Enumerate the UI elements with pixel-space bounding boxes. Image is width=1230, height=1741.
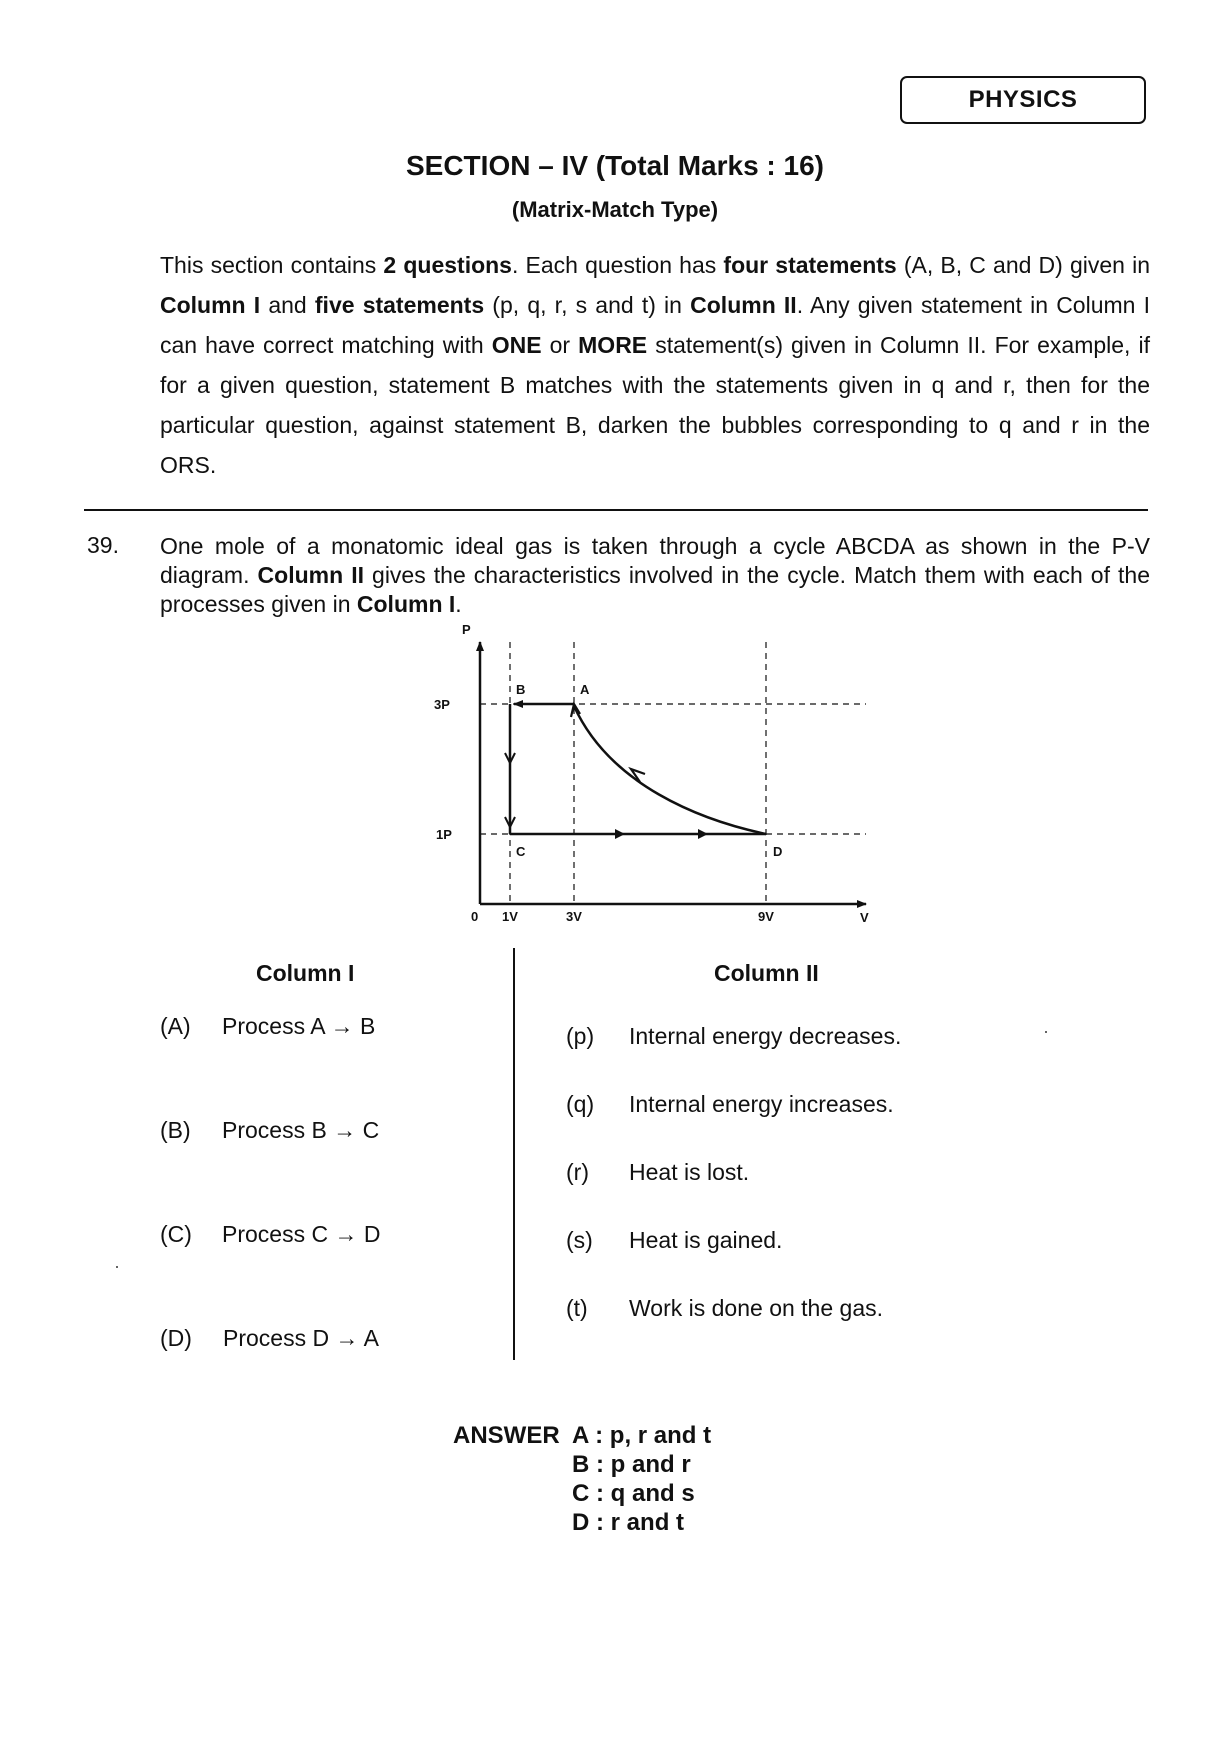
section-subtitle: (Matrix-Match Type) (511, 197, 719, 222)
column2-item-label: (r) (566, 1159, 589, 1185)
column1-item-label: (C) (160, 1221, 192, 1247)
column1-item (160, 1325, 379, 1352)
point-d-label: D (773, 844, 783, 859)
point-b-label: B (516, 682, 526, 697)
subject-label: PHYSICS (968, 86, 1078, 113)
column2-item-text: Internal energy increases. (629, 1091, 894, 1117)
scan-speck (1045, 1031, 1047, 1033)
answer-line (572, 1480, 695, 1508)
column1-item (160, 1013, 376, 1040)
column1-heading: Column I (256, 960, 355, 986)
answer-value: p, r and t (609, 1422, 712, 1449)
column1-item (160, 1221, 381, 1248)
column1-item-text: Process D → A (223, 1325, 379, 1351)
column-divider (513, 948, 515, 1360)
tick-9v: 9V (758, 909, 774, 924)
p-axis-label: P (462, 622, 471, 637)
tick-3p: 3P (434, 697, 450, 712)
v-axis-label: V (860, 910, 869, 925)
column1-item-text: Process A → B (222, 1013, 376, 1039)
column1-item-label: (B) (160, 1117, 191, 1143)
tick-1p: 1P (436, 827, 452, 842)
column2-item-label: (t) (566, 1295, 588, 1321)
column2-item-text: Internal energy decreases. (629, 1023, 902, 1049)
answer-prefix: ANSWER (453, 1422, 560, 1449)
subject-box (900, 76, 1146, 124)
section-instructions: This section contains 2 questions. Each question has four statements (A, B, C and D) given in Column I and five statements (p, q, r, s and t) in Column II. Any given statement in Column I can have correct matching with ONE or MORE statement(s) given in Column II. For example, if for a given question, statement B matches with the statements given in q and r, then for the particular question, against statement B, darken the bubbles corresponding to q and r in the ORS. (160, 252, 1151, 478)
column1-item-label: (D) (160, 1325, 192, 1351)
process-d-a (574, 706, 766, 834)
section-title: SECTION – IV (Total Marks : 16) (405, 150, 825, 181)
column2-item (566, 1295, 883, 1322)
answer-key: B : (572, 1451, 604, 1478)
origin-label: 0 (471, 909, 479, 924)
column2-item-label: (s) (566, 1227, 593, 1253)
point-a-label: A (580, 682, 590, 697)
column2-item (566, 1023, 902, 1050)
column2-item-text: Work is done on the gas. (629, 1295, 883, 1321)
point-c-label: C (516, 844, 526, 859)
column2-item-label: (p) (566, 1023, 595, 1049)
column1-item-text: Process C → D (222, 1221, 381, 1247)
answer-key: A : (572, 1422, 604, 1449)
answer-key: C : (572, 1480, 604, 1507)
column1-item-text: Process B → C (222, 1117, 380, 1143)
arrow-c-d-2 (698, 829, 708, 839)
column1-item-label: (A) (160, 1013, 191, 1039)
answer-value: q and s (610, 1480, 695, 1507)
scan-speck (116, 1266, 118, 1268)
column2-item-text: Heat is lost. (629, 1159, 750, 1185)
pv-diagram (420, 620, 880, 930)
column2-heading: Column II (714, 960, 819, 986)
answer-key: D : (572, 1509, 604, 1536)
question-number: 39. (87, 532, 119, 558)
column2-item (566, 1227, 783, 1254)
column2-item-text: Heat is gained. (629, 1227, 783, 1253)
column1-item (160, 1117, 380, 1144)
arrow-c-d-1 (615, 829, 625, 839)
section-divider (84, 509, 1148, 511)
answer-line (572, 1509, 684, 1537)
answer-line (572, 1422, 711, 1450)
answer-value: p and r (610, 1451, 691, 1478)
tick-1v: 1V (502, 909, 518, 924)
tick-3v: 3V (566, 909, 582, 924)
answer-line (572, 1451, 691, 1479)
column2-item (566, 1159, 750, 1186)
arrow-d-a-1 (631, 769, 645, 782)
question-text: One mole of a monatomic ideal gas is taken through a cycle ABCDA as shown in the P-V diagram. Column II gives the characteristics involved in the cycle. Match them with each of the processes given in Column I. (160, 533, 1150, 617)
column2-item (566, 1091, 894, 1118)
answer-value: r and t (610, 1509, 685, 1536)
column2-item-label: (q) (566, 1091, 595, 1117)
